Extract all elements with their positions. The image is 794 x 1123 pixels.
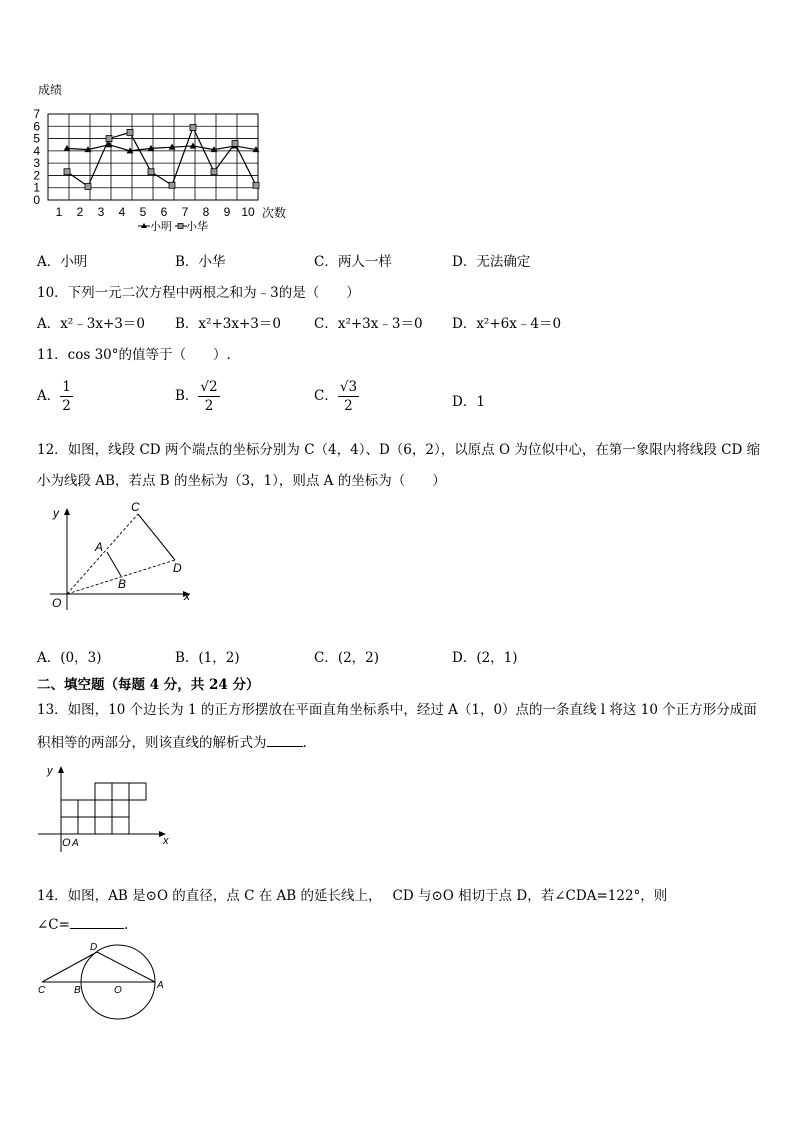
point-hua bbox=[169, 182, 175, 188]
q9-option-b[interactable]: B．小华 bbox=[175, 254, 226, 270]
q9-option-d[interactable]: D．无法确定 bbox=[452, 254, 531, 270]
q12-label-d: D bbox=[173, 561, 182, 575]
y-tick-label: 3 bbox=[33, 156, 40, 171]
q10-stem: 10．下列一元二次方程中两根之和为﹣3的是（ ） bbox=[37, 285, 360, 301]
q13-line2-text: 积相等的两部分，则该直线的解析式为 bbox=[37, 735, 267, 751]
q14-line2-end: . bbox=[123, 917, 129, 933]
x-tick-label: 5 bbox=[139, 205, 147, 219]
point-hua bbox=[127, 129, 133, 135]
x-tick-label: 10 bbox=[241, 205, 255, 219]
point-ming bbox=[64, 145, 71, 151]
y-tick-label: 4 bbox=[33, 143, 40, 158]
q9-option-a[interactable]: A．小明 bbox=[37, 254, 88, 270]
q12-option-a[interactable]: A．(0，3) bbox=[37, 650, 102, 666]
chart-x-ticks bbox=[56, 205, 255, 219]
q14-label-b: B bbox=[74, 985, 81, 996]
q12-option-b[interactable]: B．(1，2) bbox=[175, 650, 240, 666]
y-tick-label: 7 bbox=[33, 107, 40, 121]
point-hua bbox=[106, 136, 112, 142]
q13-line2-end: . bbox=[302, 735, 307, 751]
q13-line2 bbox=[37, 731, 307, 751]
q13-label-y: y bbox=[47, 765, 53, 777]
q12-figure bbox=[40, 500, 200, 615]
chart-grid bbox=[48, 114, 258, 200]
q11-option-b[interactable] bbox=[175, 378, 220, 415]
q12-label-c: C bbox=[131, 500, 140, 514]
q14-label-o: O bbox=[114, 985, 122, 996]
legend-hua: 小华 bbox=[186, 221, 208, 233]
fraction-root3-over-2: $\frac{√3}{2}$ bbox=[339, 379, 358, 414]
chart-y-ticks bbox=[33, 107, 40, 207]
x-tick-label: 4 bbox=[118, 205, 126, 219]
point-ming bbox=[190, 142, 197, 148]
q13-figure bbox=[34, 760, 179, 860]
chart-legend bbox=[138, 219, 208, 233]
q10-option-b[interactable]: B．x²+3x+3＝0 bbox=[175, 316, 281, 332]
q12-label-a: A bbox=[95, 540, 104, 554]
q13-label-x: x bbox=[163, 835, 169, 847]
fraction-root2-over-2: $\frac{√2}{2}$ bbox=[200, 379, 218, 414]
x-tick-label: 8 bbox=[202, 205, 210, 219]
q11-stem: 11．cos 30°的值等于（ ）. bbox=[37, 347, 231, 363]
y-tick-label: 6 bbox=[33, 119, 40, 134]
q10-option-d[interactable]: D．x²+6x﹣4＝0 bbox=[452, 316, 562, 332]
legend-ming: 小明 bbox=[150, 221, 172, 233]
fraction-one-half: $\frac{1}{2}$ bbox=[62, 379, 71, 414]
y-tick-label: 5 bbox=[33, 131, 40, 146]
point-hua bbox=[253, 182, 259, 188]
q13-squares bbox=[61, 783, 146, 834]
chart-series bbox=[64, 125, 260, 190]
q11-option-c[interactable] bbox=[314, 378, 359, 415]
x-tick-label: 9 bbox=[223, 205, 231, 219]
x-tick-label: 1 bbox=[55, 205, 63, 219]
q12-line2: 小为线段 AB，若点 B 的坐标为（3，1），则点 A 的坐标为（ ） bbox=[37, 473, 446, 489]
q11-a-label: A． bbox=[37, 388, 61, 404]
q12-line1: 12．如图，线段 CD 两个端点的坐标分别为 C（4，4）、D（6，2），以原点 O 为位似中心，在第一象限内将线段 CD 缩 bbox=[37, 442, 761, 458]
q14-label-d: D bbox=[90, 942, 98, 953]
q12-label-x: x bbox=[184, 589, 190, 603]
q12-option-c[interactable]: C．(2，2) bbox=[314, 650, 380, 666]
y-tick-label: 1 bbox=[33, 180, 40, 195]
q12-label-b: B bbox=[118, 577, 127, 591]
series-line-ming bbox=[67, 145, 256, 151]
q12-label-o: O bbox=[52, 596, 62, 610]
q11-c-label: C． bbox=[314, 388, 338, 404]
q14-label-a: A bbox=[157, 980, 164, 991]
q11-option-d[interactable]: D．1 bbox=[452, 394, 485, 410]
q13-label-a: A bbox=[72, 838, 79, 849]
point-hua bbox=[64, 169, 70, 175]
q10-option-a[interactable]: A．x²﹣3x+3＝0 bbox=[37, 316, 145, 332]
point-hua bbox=[232, 140, 238, 146]
q13-line1: 13．如图，10 个边长为 1 的正方形摆放在平面直角坐标系中，经过 A（1，0）点的一条直线 l 将这 10 个正方形分成面 bbox=[37, 702, 757, 718]
y-tick-label: 0 bbox=[33, 193, 40, 207]
q14-line2-start: ∠C= bbox=[37, 917, 70, 933]
point-hua bbox=[190, 125, 196, 131]
q12-label-y: y bbox=[53, 506, 59, 520]
q14-line1: 14．如图，AB 是⊙O 的直径，点 C 在 AB 的延长线上， CD 与⊙O 相切于点 D，若∠CDA=122°，则 bbox=[37, 888, 668, 904]
q12-option-d[interactable]: D．(2，1) bbox=[452, 650, 518, 666]
q13-answer-blank[interactable] bbox=[267, 734, 303, 747]
chart-ylabel: 成绩 bbox=[38, 83, 63, 97]
section-fill-in-title: 二、填空题（每题 4 分，共 24 分） bbox=[37, 677, 260, 693]
q11-b-label: B． bbox=[175, 388, 199, 404]
q11-option-a[interactable] bbox=[37, 378, 73, 415]
q14-figure bbox=[34, 938, 174, 1023]
q10-option-c[interactable]: C．x²+3x﹣3＝0 bbox=[314, 316, 423, 332]
point-hua bbox=[85, 183, 91, 189]
x-tick-label: 3 bbox=[97, 205, 105, 219]
score-line-chart bbox=[30, 78, 310, 238]
series-line-hua bbox=[67, 128, 256, 187]
legend-square-marker bbox=[178, 224, 183, 229]
q14-line2 bbox=[37, 916, 128, 933]
x-tick-label: 7 bbox=[181, 205, 189, 219]
x-tick-label: 2 bbox=[76, 205, 84, 219]
q14-answer-blank[interactable] bbox=[70, 916, 124, 929]
x-tick-label: 6 bbox=[160, 205, 168, 219]
q14-label-c: C bbox=[38, 985, 46, 996]
y-tick-label: 2 bbox=[33, 168, 40, 183]
point-hua bbox=[148, 169, 154, 175]
chart-xlabel: 次数 bbox=[262, 206, 287, 220]
q13-label-o: O bbox=[62, 837, 71, 849]
q9-option-c[interactable]: C．两人一样 bbox=[314, 254, 392, 270]
point-hua bbox=[211, 169, 217, 175]
